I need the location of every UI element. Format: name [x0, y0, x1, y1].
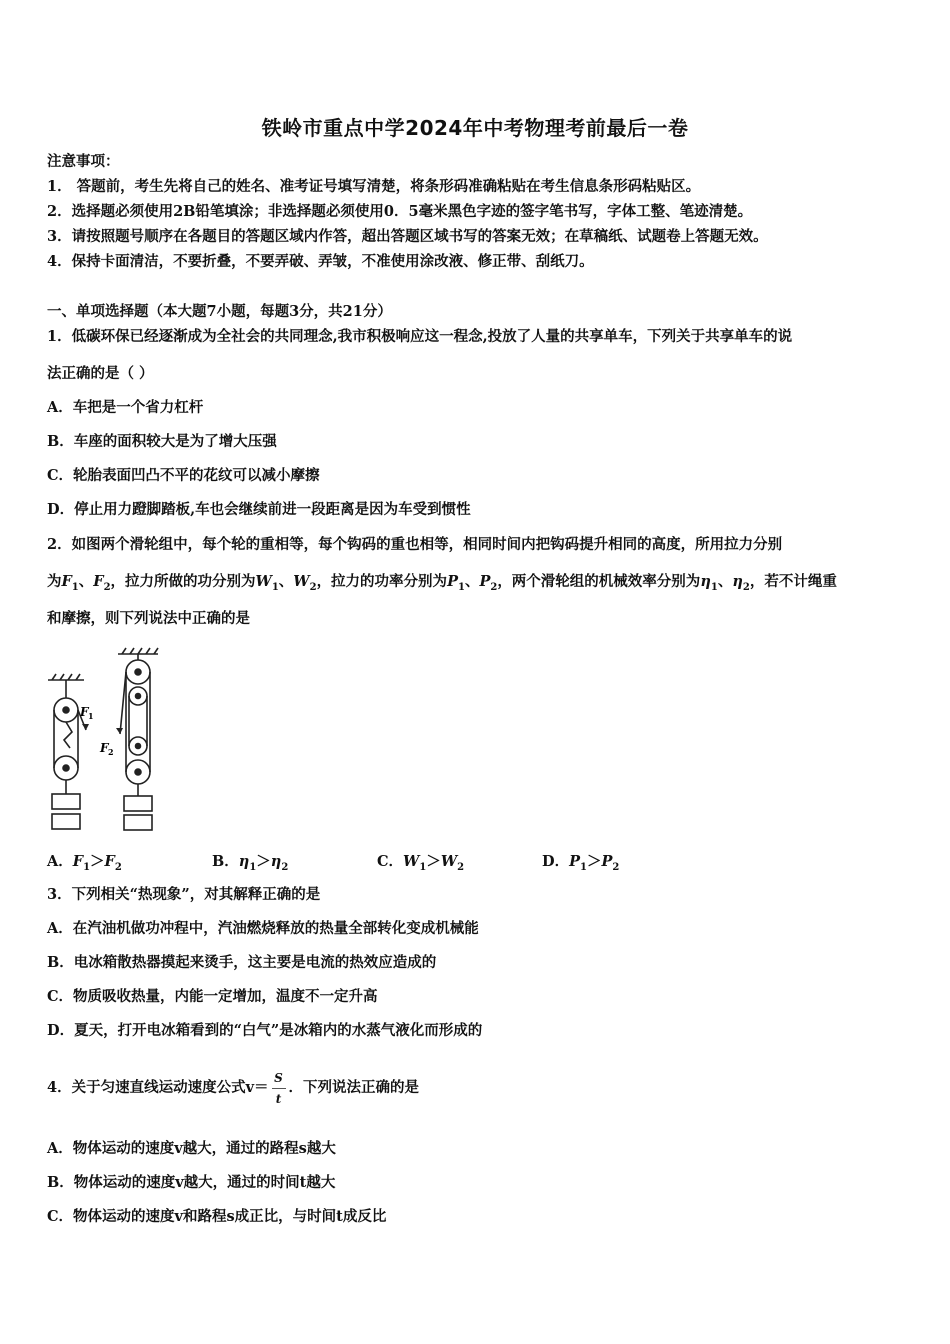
q2-options [47, 850, 747, 872]
notice-item-1: 1． 答题前，考生先将自己的姓名、准考证号填写清楚，将条形码准确粘贴在考生信息条形码粘贴区。 [47, 178, 701, 195]
q3-option-d: D．夏天，打开电冰箱看到的“白气”是冰箱内的水蒸气液化而形成的 [47, 1022, 483, 1039]
q3-option-a: A．在汽油机做功冲程中，汽油燃烧释放的热量全部转化变成机械能 [47, 920, 479, 937]
label-f2-sub: 2 [108, 747, 114, 757]
notice-item-4: 4．保持卡面清洁，不要折叠，不要弄破、弄皱，不准使用涂改液、修正带、刮纸刀。 [47, 253, 594, 270]
q4-stem: 4．关于匀速直线运动速度公式v＝ $\frac{S}{t}$ ．下列说法正确的是 [47, 1070, 420, 1106]
q2-option-c: C．$W_1>W_2$ [377, 853, 465, 873]
right-weight-upper [124, 796, 152, 811]
q1-option-a: A．车把是一个省力杠杆 [47, 399, 204, 416]
q3-option-b: B．电冰箱散热器摸起来烫手，这主要是电流的热效应造成的 [47, 954, 437, 971]
q2-stem-line2: 为$F_1$、$F_2$，拉力所做的功分别为$W_1$、$W_2$，拉力的功率分别为$P_1$、$P_2$，两个滑轮组的机械效率分别为$\eta_1$、$\eta_2$，若不计绳重 [47, 573, 837, 593]
q3-stem: 3．下列相关“热现象”，对其解释正确的是 [47, 886, 321, 903]
left-weight-lower [52, 814, 80, 829]
q2-option-d: D．$P_1>P_2$ [542, 853, 620, 873]
section-heading: 一、单项选择题（本大题7小题，每题3分，共21分） [47, 303, 392, 320]
label-f2: F [100, 741, 109, 755]
q2-stem-line1: 2．如图两个滑轮组中，每个轮的重相等，每个钩码的重也相等，相同时间内把钩码提升相同的高度，所用拉力分别 [47, 536, 783, 553]
q2-option-a: A．$F_1>F_2$ [47, 853, 122, 873]
left-weight-upper [52, 794, 80, 809]
q4-option-b: B．物体运动的速度v越大，通过的时间t越大 [47, 1174, 336, 1191]
q2-stem-line3: 和摩擦，则下列说法中正确的是 [47, 610, 250, 627]
label-f1-sub: 1 [88, 711, 94, 721]
q4-option-a: A．物体运动的速度v越大，通过的路程s越大 [47, 1140, 336, 1157]
page-title: 铁岭市重点中学2024年中考物理考前最后一卷 [261, 116, 689, 140]
q1-option-c: C．轮胎表面凹凸不平的花纹可以减小摩擦 [47, 467, 320, 484]
notice-item-3: 3．请按照题号顺序在各题目的答题区域内作答，超出答题区域书写的答案无效；在草稿纸、试题卷上答题无效。 [47, 228, 768, 245]
label-f1: F [80, 705, 89, 719]
q4-option-c: C．物体运动的速度v和路程s成正比，与时间t成反比 [47, 1208, 387, 1225]
q2-option-b: B．$\eta_1>\eta_2$ [212, 853, 289, 873]
q1-stem-line1: 1．低碳环保已经逐渐成为全社会的共同理念,我市积极响应这一程念,投放了人量的共享单车，下列关于共享单车的说 [47, 328, 793, 345]
notice-heading: 注意事项： [47, 153, 120, 170]
right-weight-lower [124, 815, 152, 830]
right-pull-rope [120, 672, 126, 734]
pulley-figure [40, 644, 170, 836]
q1-option-d: D．停止用力蹬脚踏板,车也会继续前进一段距离是因为车受到惯性 [47, 501, 471, 518]
q1-stem-line2: 法正确的是（ ） [47, 365, 154, 382]
q4-formula-fraction: $\frac{S}{t}$ [272, 1071, 286, 1106]
q1-option-b: B．车座的面积较大是为了增大压强 [47, 433, 277, 450]
notice-item-2: 2．选择题必须使用2B铅笔填涂；非选择题必须使用0．5毫米黑色字迹的签字笔书写，字体工整、笔迹清楚。 [47, 203, 753, 220]
q3-option-c: C．物质吸收热量，内能一定增加，温度不一定升高 [47, 988, 378, 1005]
